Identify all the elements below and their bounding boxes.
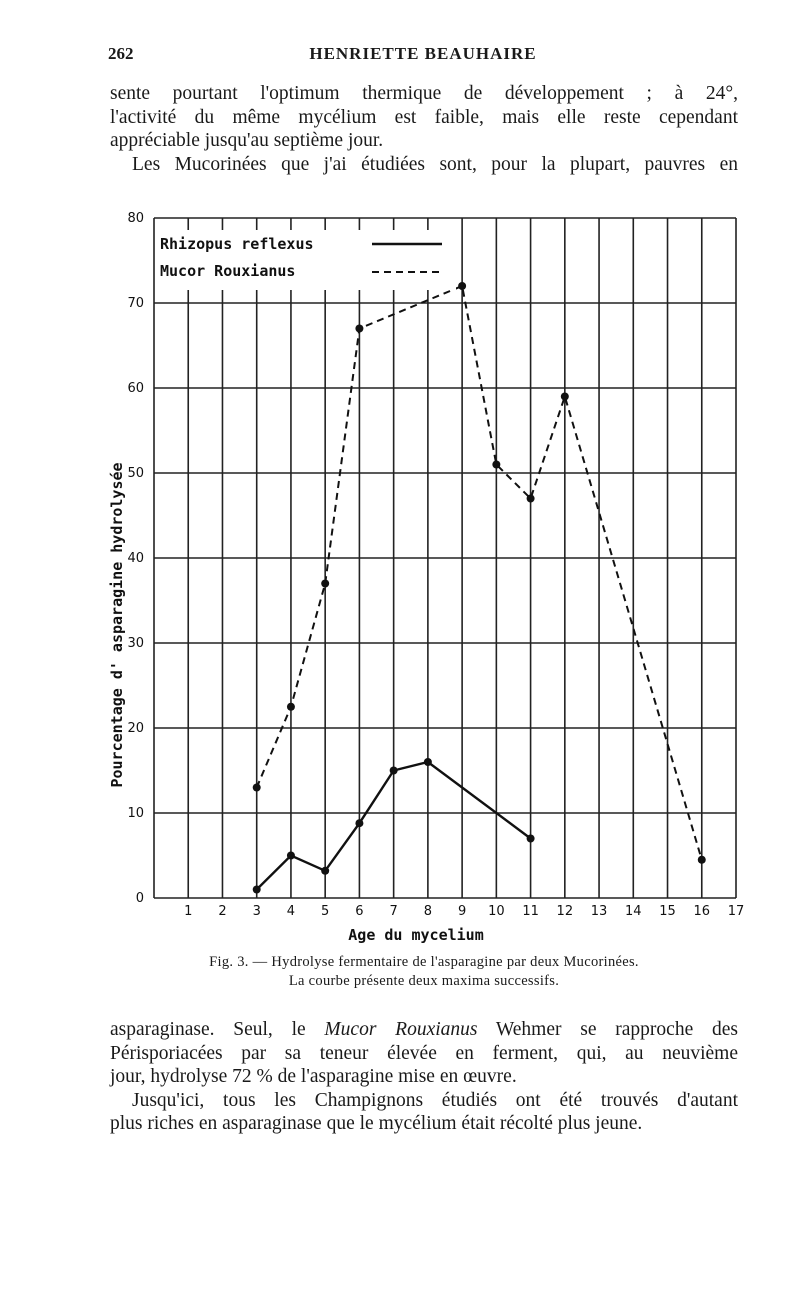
text-run: Wehmer se rapproche des — [477, 1019, 739, 1040]
data-point — [698, 856, 706, 864]
data-point — [561, 393, 569, 401]
x-tick-label: 2 — [218, 904, 227, 919]
series-group — [253, 282, 706, 894]
data-point — [355, 819, 363, 827]
text-line: l'activité du même mycélium est faible, mais elle reste cependant — [110, 106, 738, 128]
data-point — [287, 852, 295, 860]
x-tick-label: 3 — [252, 904, 261, 919]
data-point — [527, 495, 535, 503]
data-point — [492, 461, 500, 469]
data-point — [321, 580, 329, 588]
figure-chart — [96, 200, 746, 945]
x-tick-label: 12 — [556, 904, 574, 919]
running-head: HENRIETTE BEAUHAIRE — [309, 44, 537, 63]
x-tick-label: 11 — [522, 904, 539, 919]
data-point — [287, 703, 295, 711]
x-tick-label: 6 — [355, 904, 364, 919]
data-point — [253, 784, 261, 792]
x-tick-label: 9 — [457, 904, 467, 919]
x-tick-label: 4 — [286, 904, 296, 919]
text-line: Périsporiacées par sa teneur élevée en ferment, qui, au neuvième — [110, 1042, 738, 1064]
text-line: jour, hydrolyse 72 % de l'asparagine mise en œuvre. — [110, 1066, 517, 1087]
x-tick-label: 10 — [488, 904, 505, 919]
figure-caption — [110, 953, 738, 991]
bottom-paragraph — [110, 1018, 738, 1136]
data-point — [458, 282, 466, 290]
series-line-mucor — [257, 286, 702, 860]
page-header — [108, 44, 738, 68]
x-tick-label: 1 — [184, 904, 193, 919]
y-tick-label: 10 — [127, 806, 144, 821]
top-paragraph — [110, 82, 738, 176]
data-point — [321, 867, 329, 875]
data-point — [355, 325, 363, 333]
x-tick-label: 14 — [625, 904, 642, 919]
x-tick-label: 16 — [693, 904, 711, 919]
chart-grid — [154, 218, 736, 898]
y-tick-label: 30 — [127, 636, 144, 651]
text-line: appréciable jusqu'au septième jour. — [110, 130, 384, 151]
text-line: plus riches en asparaginase que le mycélium était récolté plus jeune. — [110, 1113, 643, 1134]
y-tick-label: 80 — [127, 211, 144, 226]
y-axis-title: Pourcentage d' asparagine hydrolysée — [108, 462, 126, 788]
caption-line: La courbe présente deux maxima successifs. — [288, 973, 560, 989]
y-tick-label: 20 — [127, 721, 144, 736]
y-tick-label: 50 — [127, 466, 144, 481]
x-tick-label: 7 — [389, 904, 398, 919]
y-tick-label: 40 — [127, 551, 144, 566]
data-point — [390, 767, 398, 775]
y-tick-label: 60 — [127, 381, 144, 396]
text-run: asparaginase. Seul, le — [110, 1019, 325, 1040]
x-tick-label: 17 — [727, 904, 745, 919]
text-line: Les Mucorinées que j'ai étudiées sont, pour la plupart, pauvres en — [132, 153, 738, 175]
caption-line: Fig. 3. — Hydrolyse fermentaire de l'asparagine par deux Mucorinées. — [209, 954, 639, 970]
x-tick-label: 5 — [321, 904, 330, 919]
text-line: Jusqu'ici, tous les Champignons étudiés ont été trouvés d'autant — [132, 1089, 738, 1111]
data-point — [527, 835, 535, 843]
chart-legend — [156, 230, 456, 290]
page-number: 262 — [108, 44, 134, 63]
y-tick-label: 0 — [135, 891, 144, 906]
y-tick-label: 70 — [127, 296, 144, 311]
x-tick-label: 15 — [659, 904, 676, 919]
x-axis-title: Age du mycelium — [348, 926, 484, 944]
data-point — [253, 886, 261, 894]
x-tick-label: 13 — [590, 904, 608, 919]
legend-label-rhizopus: Rhizopus reflexus — [160, 235, 314, 253]
legend-label-mucor: Mucor Rouxianus — [160, 262, 296, 280]
x-tick-label: 8 — [423, 904, 433, 919]
text-line: sente pourtant l'optimum thermique de développement ; à 24°, — [110, 83, 738, 104]
text-line — [110, 1018, 738, 1042]
species-name: Mucor Rouxianus — [324, 1019, 478, 1040]
data-point — [424, 758, 432, 766]
